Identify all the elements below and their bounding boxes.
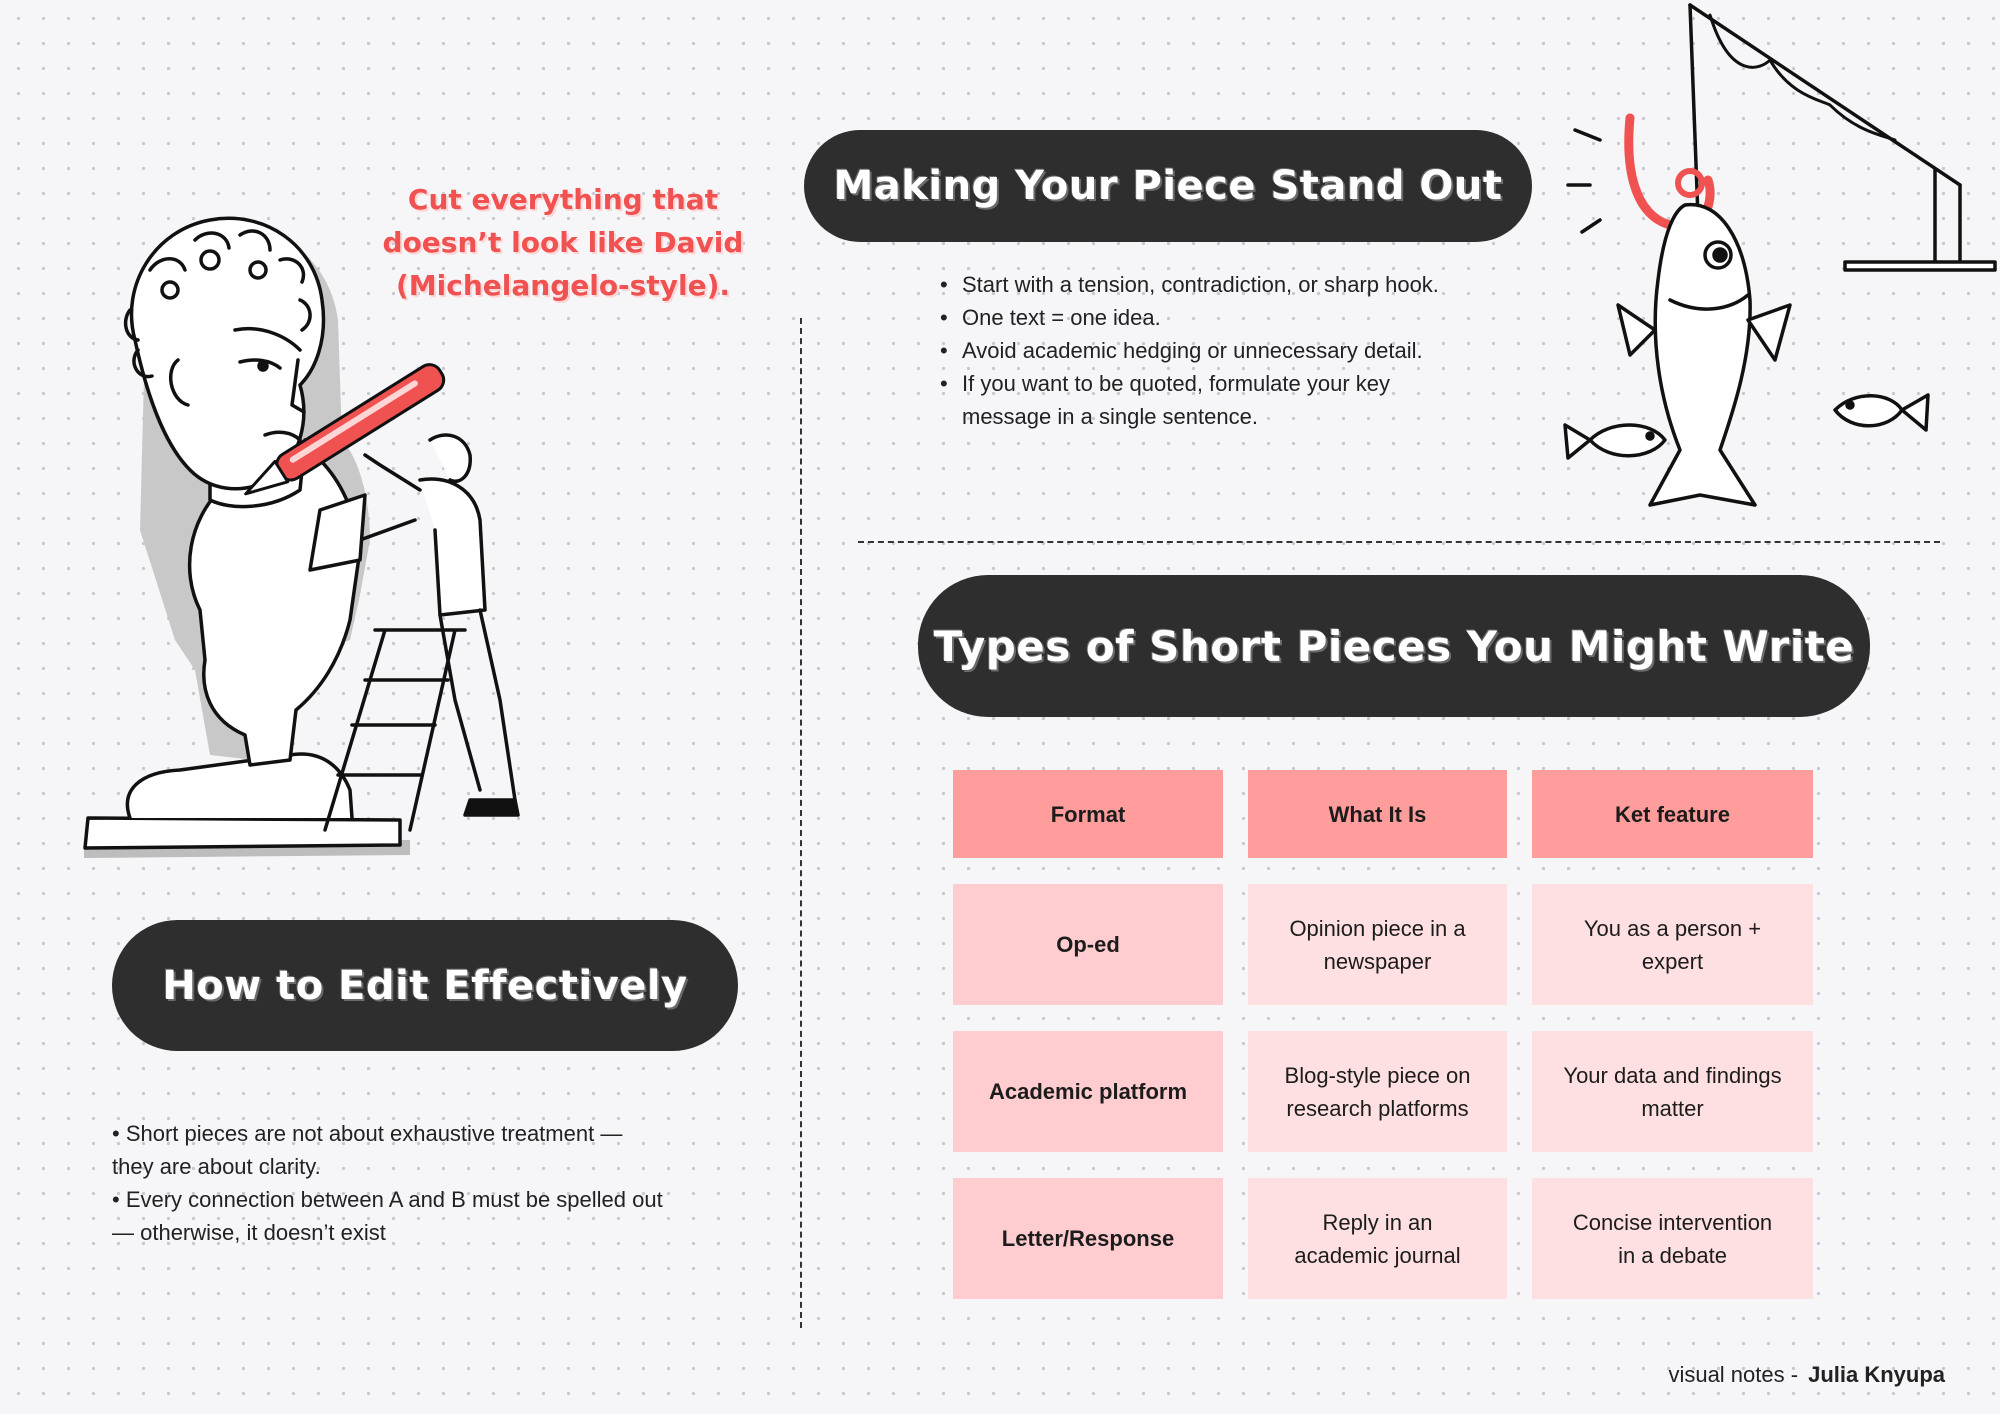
signature-prefix: visual notes -: [1668, 1362, 1799, 1387]
table-cell: Concise intervention in a debate: [1532, 1178, 1813, 1299]
table-cell: You as a person + expert: [1532, 884, 1813, 1005]
edit-title: How to Edit Effectively: [162, 962, 688, 1009]
edit-bullets: [112, 1117, 712, 1249]
types-title: Types of Short Pieces You Might Write: [933, 621, 1855, 671]
stand-out-bullet: • Avoid academic hedging or unnecessary detail.: [934, 334, 1474, 367]
table-cell: Blog-style piece on research platforms: [1248, 1031, 1507, 1152]
table-cell: Opinion piece in a newspaper: [1248, 884, 1507, 1005]
edit-line: they are about clarity.: [112, 1154, 321, 1179]
edit-line: • Short pieces are not about exhaustive treatment —: [112, 1121, 623, 1146]
table-header-cell: What It Is: [1248, 770, 1507, 858]
edit-line: — otherwise, it doesn’t exist: [112, 1220, 386, 1245]
callout-line-3: (Michelangelo-style).: [395, 269, 731, 302]
stand-out-bullets: [934, 268, 1474, 433]
signature-name: Julia Knyupa: [1808, 1362, 1945, 1387]
table-cell: Your data and findings matter: [1532, 1031, 1813, 1152]
stand-out-bullet: • One text = one idea.: [934, 301, 1474, 334]
stand-out-title-pill: [804, 130, 1532, 242]
david-callout: [378, 178, 748, 307]
stand-out-bullet: • If you want to be quoted, formulate your key message in a single sentence.: [934, 367, 1474, 433]
fish-hook-illustration: [1530, 0, 2000, 540]
table-header-cell: Format: [953, 770, 1223, 858]
stand-out-bullet: • Start with a tension, contradiction, or sharp hook.: [934, 268, 1474, 301]
table-cell: Reply in an academic journal: [1248, 1178, 1507, 1299]
vertical-divider: [800, 318, 802, 1328]
horizontal-divider: [858, 541, 1940, 543]
table-format-cell: Academic platform: [953, 1031, 1223, 1152]
signature: [1668, 1362, 1945, 1388]
table-header-cell: Ket feature: [1532, 770, 1813, 858]
table-format-cell: Letter/Response: [953, 1178, 1223, 1299]
edit-line: • Every connection between A and B must be spelled out: [112, 1187, 663, 1212]
callout-line-1: Cut everything that: [407, 183, 719, 216]
types-title-pill: [918, 575, 1870, 717]
edit-title-pill: [112, 920, 738, 1051]
formats-table: [953, 770, 1813, 1299]
table-format-cell: Op-ed: [953, 884, 1223, 1005]
stand-out-title: Making Your Piece Stand Out: [833, 163, 1503, 209]
callout-line-2: doesn’t look like David: [382, 226, 744, 259]
